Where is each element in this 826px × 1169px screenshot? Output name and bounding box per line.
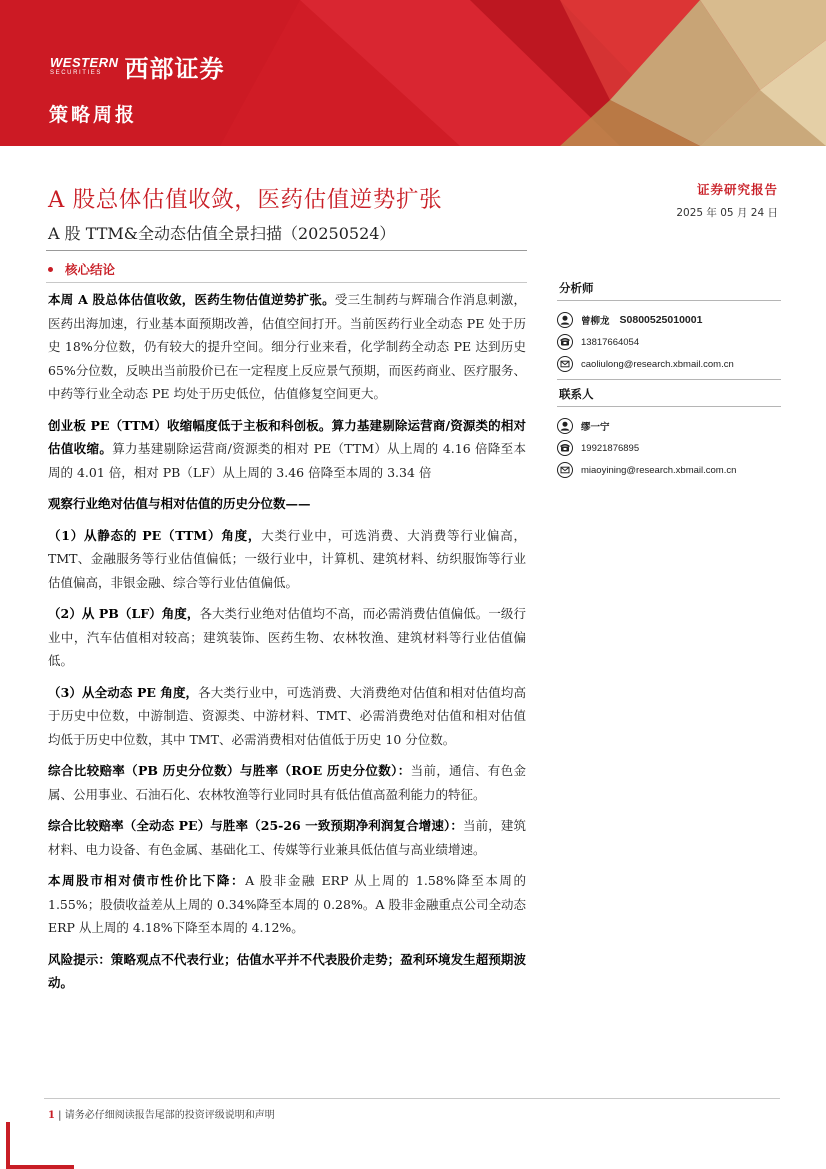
- paragraph-lead: 观察行业绝对估值与相对估值的历史分位数——: [48, 496, 311, 511]
- paragraph-text: A 股非金融 ERP 从上周的 1.58%降至本周的 1.55%；股债收益差从上周的 0.34%降至本周的 0.28%。A 股非金融重点公司全动态 ERP 从上周的 4.18%下降至本周的 4.12%。: [48, 873, 526, 935]
- paragraph: [48, 602, 526, 673]
- company-logo: [50, 49, 225, 84]
- paragraph-lead: 综合比较赔率（PB 历史分位数）与胜率（ROE 历史分位数）：: [48, 763, 411, 778]
- analyst-name: 曾柳龙: [581, 316, 610, 327]
- paragraph: [48, 288, 526, 406]
- logo-english: [50, 56, 119, 77]
- paragraph-lead: 本周 A 股总体估值收敛，医药生物估值逆势扩张。: [48, 292, 335, 307]
- corner-accent-horizontal: [6, 1165, 74, 1169]
- email-icon: [557, 462, 573, 478]
- core-divider: [46, 282, 527, 283]
- analyst-heading: 分析师: [557, 280, 781, 301]
- title-divider: [46, 250, 527, 251]
- paragraph-text: 算力基建剔除运营商/资源类的相对 PE（TTM）从上周的 4.16 倍降至本周的 4.01 倍，相对 PB（LF）从上周的 3.46 倍降至本周的 3.34 倍: [48, 441, 526, 480]
- paragraph-lead: 综合比较赔率（全动态 PE）与胜率（25-26 一致预期净利润复合增速）：: [48, 818, 463, 833]
- phone-icon: [557, 334, 573, 350]
- footer-separator: |: [58, 1110, 62, 1121]
- page-number: 1: [48, 1110, 55, 1121]
- author-sidebar: [557, 280, 781, 481]
- paragraph-text: 当前，建筑材料、电力设备、有色金属、基础化工、传媒等行业兼具低估值与高业绩增速。: [48, 818, 526, 857]
- paragraph-lead: （3）从全动态 PE 角度，: [48, 684, 199, 700]
- analyst-phone-row: [557, 331, 781, 353]
- risk-warning: 风险提示：策略观点不代表行业；估值水平并不代表股价走势；盈利环境发生超预期波动。: [48, 951, 526, 990]
- logo-english-name: WESTERN: [50, 55, 119, 70]
- report-title: A 股总体估值收敛，医药估值逆势扩张: [48, 187, 443, 213]
- report-subtitle: A 股 TTM&全动态估值全景扫描（20250524）: [48, 224, 396, 243]
- footer-divider: [44, 1098, 780, 1099]
- contact-email-row: [557, 459, 781, 481]
- paragraph-lead: 本周股市相对债市性价比下降：: [48, 873, 246, 888]
- analyst-email-row: [557, 353, 781, 375]
- logo-chinese-name: 西部证券: [124, 55, 225, 83]
- report-type-label: 证券研究报告: [696, 182, 778, 197]
- paragraph-text: 受三生制药与辉瑞合作消息刺激，医药出海加速，行业基本面预期改善，估值空间打开。当前医药行业全动态 PE 处于历史 18%分位数，仍有较大的提升空间。细分行业来看，化学制药全动态 PE 达到历史 65%分位数，反映出当前股价已在一定程度上反应景气预期，而医药商业、医疗服务、中药等行业全动态 PE 均处于历史低位，估值修复空间更大。: [48, 292, 526, 401]
- paragraph-text: 当前，通信、有色金属、公用事业、石油石化、农林牧渔等行业同时具有低估值高盈利能力的特征。: [48, 763, 526, 802]
- contact-name-row: [557, 415, 781, 437]
- paragraph-lead: 创业板 PE（TTM）收缩幅度低于主板和科创板。算力基建剔除运营商/资源类的相对估值收缩。: [48, 417, 526, 456]
- paragraph-text: 大类行业中，可选消费、大消费等行业偏高，TMT、金融服务等行业估值偏低；一级行业中，计算机、建筑材料、纺织服饰等行业估值偏高，非银金融、综合等行业估值偏低。: [48, 527, 526, 590]
- paragraph: [48, 681, 526, 752]
- paragraph: [48, 492, 526, 516]
- core-heading-text: 核心结论: [65, 262, 116, 277]
- paragraph: [48, 414, 526, 485]
- core-conclusion-heading: [48, 260, 115, 278]
- contact-email[interactable]: miaoyining@research.xbmail.com.cn: [581, 464, 737, 476]
- contact-heading: 联系人: [557, 386, 781, 407]
- person-icon: [557, 418, 573, 434]
- paragraph-lead: （2）从 PB（LF）角度，: [48, 606, 200, 621]
- core-conclusion-body: [48, 288, 526, 1003]
- header-banner: [0, 0, 826, 146]
- paragraph-lead: （1）从静态的 PE（TTM）角度，: [48, 527, 262, 543]
- contact-phone-row: [557, 437, 781, 459]
- bullet-icon: [48, 267, 53, 272]
- contact-phone[interactable]: 19921876895: [581, 442, 640, 454]
- paragraph: [48, 814, 526, 861]
- report-date: 2025 年 05 月 24 日: [676, 207, 778, 219]
- footer-disclaimer: 请务必仔细阅读报告尾部的投资评级说明和声明: [64, 1110, 275, 1121]
- sidebar-divider: [557, 379, 781, 380]
- paragraph-text: 各大类行业绝对估值均不高，而必需消费估值偏低。一级行业中，汽车估值相对较高；建筑装饰、医药生物、农林牧渔、建筑材料等行业估值偏低。: [48, 606, 526, 668]
- logo-english-subname: SECURITIES: [50, 70, 103, 76]
- page-footer: [48, 1106, 275, 1121]
- paragraph-text: 各大类行业中，可选消费、大消费绝对估值和相对估值均高于历史中位数，中游制造、资源类、中游材料、TMT、必需消费绝对估值和相对估值均低于历史中位数，其中 TMT、必需消费相对估值低于历史 10 分位数。: [48, 684, 526, 747]
- corner-accent-vertical: [6, 1122, 10, 1169]
- contact-name: 缪一宁: [581, 422, 610, 433]
- analyst-phone[interactable]: 13817664054: [581, 336, 640, 348]
- analyst-certificate: S0800525010001: [619, 314, 703, 326]
- report-category: 策略周报: [49, 104, 138, 126]
- analyst-email[interactable]: caoliulong@research.xbmail.com.cn: [581, 358, 734, 370]
- paragraph: [48, 869, 526, 940]
- person-icon: [557, 312, 573, 328]
- paragraph: [48, 759, 526, 806]
- paragraph: [48, 524, 526, 595]
- phone-icon: [557, 440, 573, 456]
- analyst-name-row: [557, 309, 781, 331]
- email-icon: [557, 356, 573, 372]
